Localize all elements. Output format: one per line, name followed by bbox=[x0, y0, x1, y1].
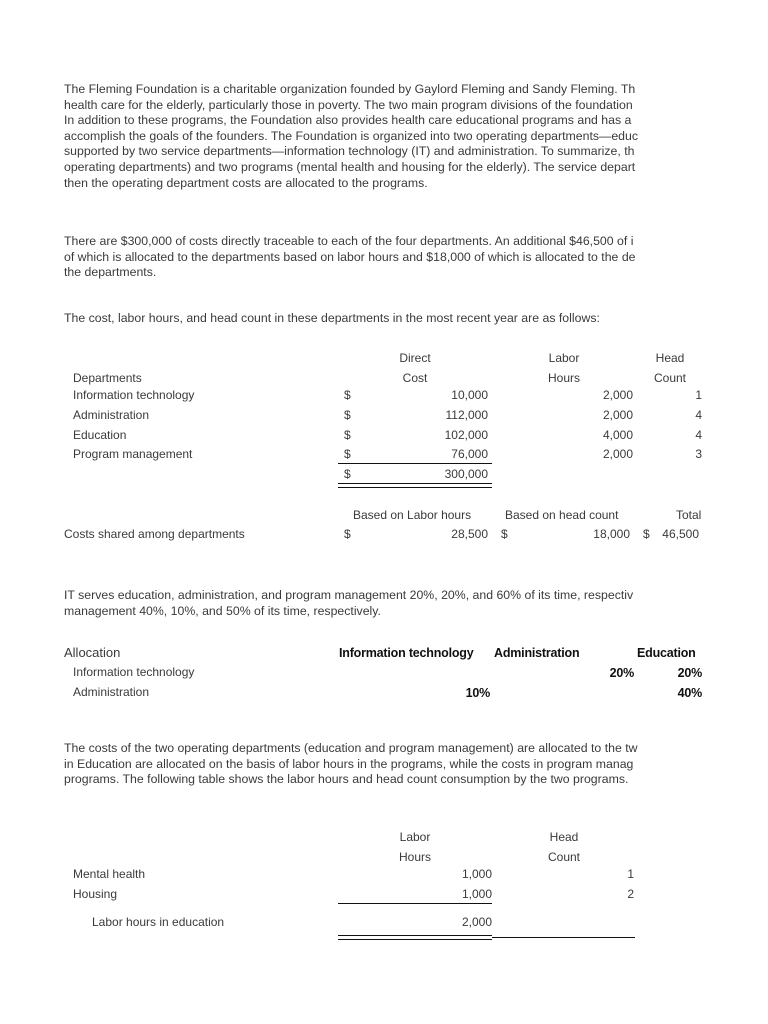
program-row-name: Mental health bbox=[73, 867, 146, 881]
alloc-it-pct: 10% bbox=[465, 686, 490, 700]
row-cost: 112,000 bbox=[445, 408, 488, 422]
row-head: 4 bbox=[695, 428, 702, 442]
header-cost: Cost bbox=[402, 371, 428, 385]
col-education: Education bbox=[637, 646, 696, 660]
programs-total-label: Labor hours in education bbox=[92, 915, 225, 929]
head-count-total-rule bbox=[492, 937, 635, 938]
row-head: 4 bbox=[695, 408, 702, 422]
header-based-head: Based on head count bbox=[505, 508, 619, 522]
program-row-name: Housing bbox=[73, 887, 118, 901]
row-currency: $ bbox=[344, 408, 351, 422]
it-serves-paragraph: IT serves education, administration, and program management 20%, 20%, and 60% of its time, respectiv management 40%, 10%, and 50% of its time, respectively. bbox=[64, 588, 634, 618]
row-hours: 4,000 bbox=[602, 428, 633, 442]
programs-total-rule bbox=[338, 903, 492, 904]
header-based-labor: Based on Labor hours bbox=[353, 508, 472, 522]
row-name: Information technology bbox=[73, 388, 195, 402]
allocation-title: Allocation bbox=[64, 645, 121, 660]
header-head: Head bbox=[655, 351, 685, 365]
alloc-row-name: Administration bbox=[73, 685, 150, 699]
col-administration: Administration bbox=[494, 646, 580, 660]
alloc-edu-pct: 40% bbox=[677, 686, 702, 700]
row-currency: $ bbox=[344, 428, 351, 442]
shared-head-currency: $ bbox=[501, 527, 508, 541]
row-head: 3 bbox=[695, 447, 702, 461]
shared-currency: $ bbox=[344, 527, 351, 541]
alloc-row-name: Information technology bbox=[73, 665, 195, 679]
intro-paragraph: The Fleming Foundation is a charitable organization founded by Gaylord Fleming and Sandy Fleming. Th health care for the elderly, particularly those in poverty. The two main program divisions of the foundation In addition to these programs, the Foundation also provides health care educational programs and has a accomplish the goals of the founders. The Foundation is organized into two operating departments—educ supported by two service departments—information technology (IT) and administration. To summarize, th operating departments) and two programs (mental health and housing for the elderly). The service depart then the operating department costs are allocated to the programs. bbox=[64, 82, 638, 190]
program-row-head: 2 bbox=[627, 887, 634, 901]
row-hours: 2,000 bbox=[602, 447, 633, 461]
program-row-hours: 1,000 bbox=[461, 867, 492, 881]
programs-total-double-rule bbox=[338, 935, 492, 940]
shared-total-currency: $ bbox=[643, 527, 650, 541]
header-head: Head bbox=[549, 830, 579, 844]
row-hours: 2,000 bbox=[602, 388, 633, 402]
row-cost: 10,000 bbox=[451, 388, 488, 402]
shared-label: Costs shared among departments bbox=[64, 527, 245, 541]
row-currency: $ bbox=[344, 388, 351, 402]
header-hours: Hours bbox=[398, 850, 431, 864]
program-row-head: 1 bbox=[627, 867, 634, 881]
row-currency: $ bbox=[344, 447, 351, 461]
programs-total-value: 2,000 bbox=[461, 915, 492, 929]
program-row-hours: 1,000 bbox=[461, 887, 492, 901]
header-hours: Hours bbox=[547, 371, 580, 385]
alloc-edu-pct: 20% bbox=[677, 666, 702, 680]
total-currency: $ bbox=[344, 467, 351, 481]
row-cost: 102,000 bbox=[444, 428, 488, 442]
row-head: 1 bbox=[695, 388, 702, 402]
shared-head-value: 18,000 bbox=[593, 527, 630, 541]
header-departments: Departments bbox=[73, 371, 142, 385]
col-information-technology: Information technology bbox=[339, 646, 474, 660]
table-intro-paragraph: The cost, labor hours, and head count in these departments in the most recent year are as follows: bbox=[64, 311, 600, 325]
row-name: Education bbox=[73, 428, 127, 442]
total-double-rule bbox=[338, 483, 492, 488]
costs-paragraph: There are $300,000 of costs directly traceable to each of the four departments. An additional $46,500 of i of which is allocated to the departments based on labor hours and $18,000 of which is allocated to the de the departments. bbox=[64, 234, 636, 280]
shared-total-value: 46,500 bbox=[662, 527, 699, 541]
header-count: Count bbox=[653, 371, 687, 385]
header-labor: Labor bbox=[399, 830, 431, 844]
row-hours: 2,000 bbox=[602, 408, 633, 422]
total-cost: 300,000 bbox=[444, 467, 488, 481]
alloc-admin-pct: 20% bbox=[609, 666, 634, 680]
header-total: Total bbox=[676, 508, 702, 522]
shared-labor-value: 28,500 bbox=[451, 527, 488, 541]
row-name: Program management bbox=[73, 447, 193, 461]
row-name: Administration bbox=[73, 408, 150, 422]
operating-paragraph: The costs of the two operating departments (education and program management) are allocated to the tw in Education are allocated on the basis of labor hours in the programs, while the costs in program manag programs. The following table shows the labor hours and head count consumption by the two programs. bbox=[64, 741, 638, 787]
header-direct: Direct bbox=[399, 351, 431, 365]
header-labor: Labor bbox=[548, 351, 580, 365]
row-cost: 76,000 bbox=[451, 447, 488, 461]
total-rule bbox=[338, 463, 492, 464]
header-count: Count bbox=[547, 850, 581, 864]
